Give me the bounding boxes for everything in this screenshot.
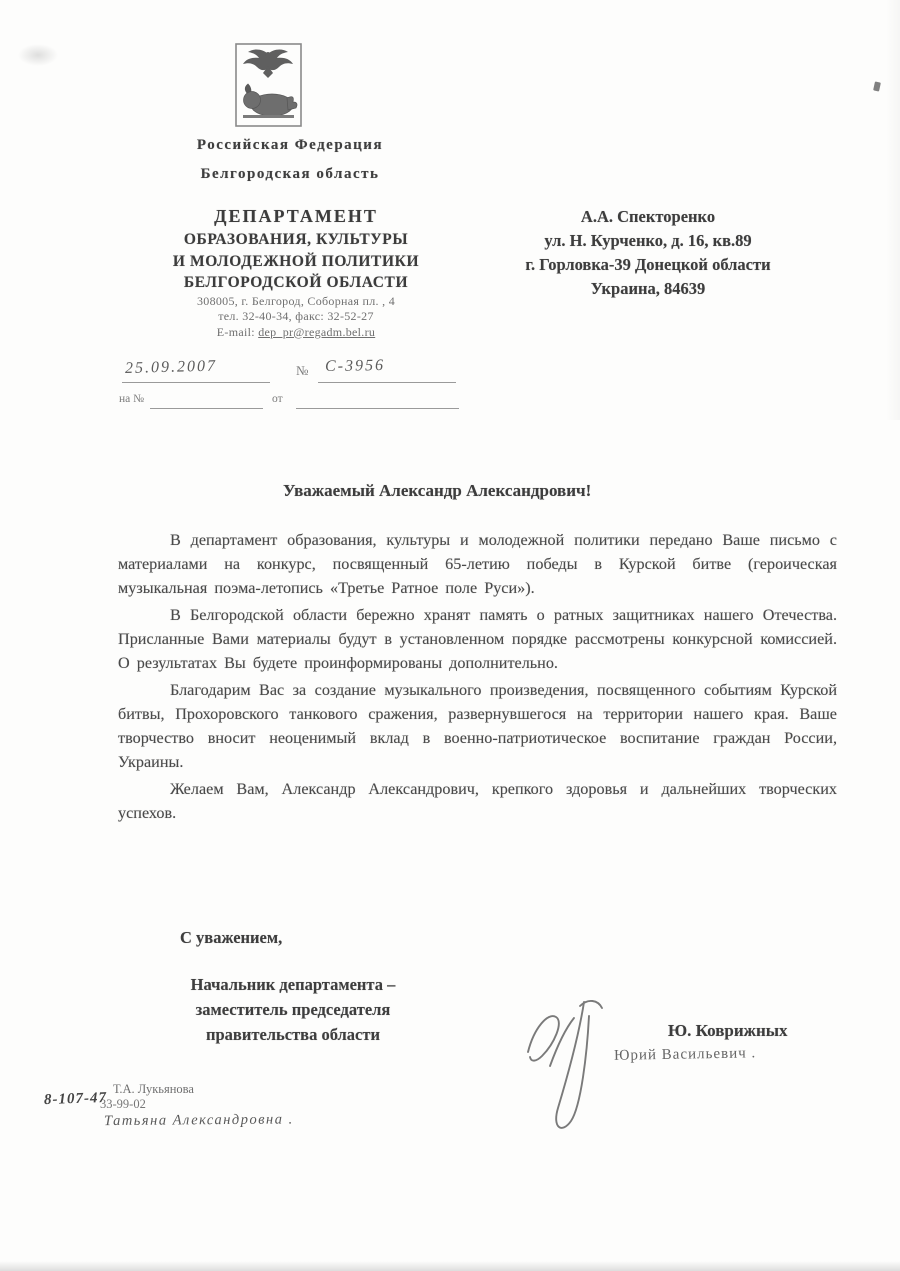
sender-phone: тел. 32-40-34, факс: 32-52-27 bbox=[218, 309, 374, 323]
header-country: Российская Федерация bbox=[196, 137, 384, 153]
body-paragraph: Желаем Вам, Александр Александрович, крепкого здоровья и дальнейших творческих успехов. bbox=[118, 780, 837, 822]
sender-name-line: И МОЛОДЕЖНОЙ ПОЛИТИКИ bbox=[172, 252, 420, 270]
recipient-name: А.А. Спекторенко bbox=[580, 207, 716, 226]
email-label: E-mail: bbox=[216, 324, 255, 339]
sender-name-line: ОБРАЗОВАНИЯ, КУЛЬТУРЫ bbox=[183, 231, 409, 248]
signature-autograph bbox=[518, 992, 628, 1132]
signatory-name: Ю. Коврижных bbox=[668, 1021, 788, 1040]
scan-bottom-edge bbox=[0, 1261, 900, 1271]
position-line: правительства области bbox=[205, 1025, 380, 1044]
closing-regards: С уважением, bbox=[180, 928, 283, 947]
number-underline bbox=[318, 381, 456, 383]
letter-number-handwritten: С-3956 bbox=[324, 357, 386, 376]
executor-phone: 33-99-02 bbox=[100, 1097, 146, 1111]
scan-edge-shade bbox=[886, 0, 900, 420]
number-sign: № bbox=[296, 363, 309, 378]
sender-address: 308005, г. Белгород, Соборная пл. , 4 bbox=[196, 293, 396, 308]
position-line: Начальник департамента – bbox=[190, 975, 396, 994]
reply-date-underline bbox=[296, 407, 459, 409]
reply-date-label: от bbox=[272, 393, 283, 405]
body-paragraph: В Белгородской области бережно хранят память о ратных защитниках нашего Отечества. Присланные Вами материалы будут в установленном порядке рассмотрены конкурсной комиссией. О результатах Вы будете проинформированы дополнительно. bbox=[118, 606, 837, 672]
date-underline bbox=[122, 381, 270, 383]
sender-name-line: БЕЛГОРОДСКОЙ ОБЛАСТИ bbox=[183, 274, 409, 291]
scan-speck bbox=[873, 81, 881, 91]
recipient-street: ул. Н. Курченко, д. 16, кв.89 bbox=[544, 231, 752, 250]
executor-name: Т.А. Лукьянова bbox=[113, 1082, 194, 1096]
phone-handwritten: 8-107-47 bbox=[43, 1089, 108, 1109]
position-line: заместитель председателя bbox=[195, 1000, 391, 1019]
recipient-city: г. Горловка-39 Донецкой области bbox=[525, 255, 771, 274]
signatory-name-handwritten: Юрий Васильевич . bbox=[613, 1045, 757, 1064]
signatory-position bbox=[148, 972, 438, 1047]
reply-to-label: на № bbox=[119, 393, 145, 405]
reply-number-underline bbox=[150, 407, 263, 409]
body-paragraph: В департамент образования, культуры и молодежной политики передано Ваше письмо с материалами на конкурс, посвященный 65-летию победы в Курской битве (героическая музыкальная поэма-летопись «Третье Ратное поле Руси»). bbox=[118, 531, 837, 597]
coat-of-arms-icon bbox=[235, 43, 302, 127]
salutation: Уважаемый Александр Александрович! bbox=[283, 481, 592, 500]
body-paragraph: Благодарим Вас за создание музыкального произведения, посвященного событиям Курской битвы, Прохоровского танкового сражения, развернувшегося на территории нашего края. Ваше творчество вносит неоценимый вклад в военно-патриотическое воспитание граждан России, Украины. bbox=[118, 681, 837, 771]
scan-smudge bbox=[18, 44, 58, 66]
letter-date-handwritten: 25.09.2007 bbox=[124, 357, 218, 377]
sender-letterhead bbox=[133, 203, 459, 340]
recipient-country: Украина, 84639 bbox=[590, 279, 706, 298]
recipient-block bbox=[468, 205, 828, 301]
letter-body bbox=[118, 528, 837, 828]
email-address: dep_pr@regadm.bel.ru bbox=[258, 324, 376, 339]
sender-email-line bbox=[133, 325, 459, 341]
header-region: Белгородская область bbox=[200, 166, 380, 182]
executor-name-handwritten: Татьяна Александровна . bbox=[103, 1111, 294, 1130]
sender-name-line: ДЕПАРТАМЕНТ bbox=[214, 206, 378, 226]
